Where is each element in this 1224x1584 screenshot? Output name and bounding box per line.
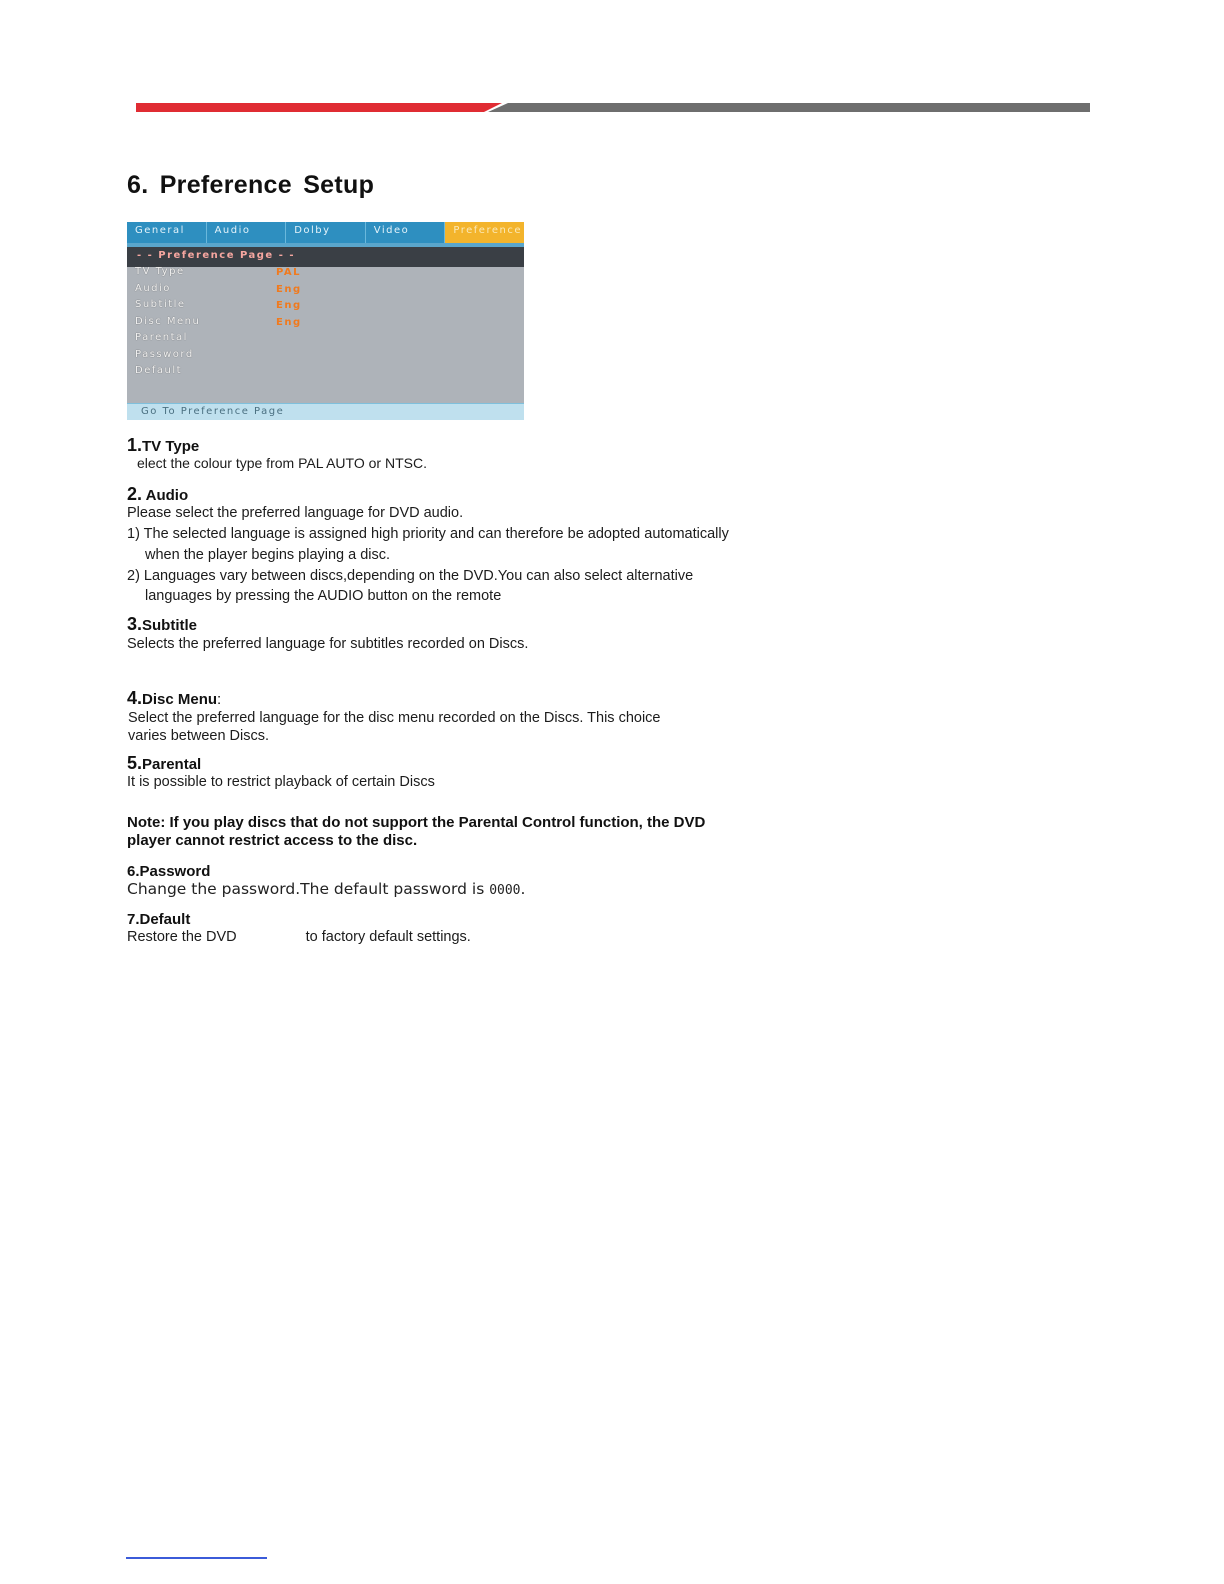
footer-rule: [126, 1557, 267, 1559]
section-title-text: TV Type: [142, 438, 200, 455]
section-number: 1.: [127, 435, 143, 455]
osd-footer-text: Go To Preference Page: [141, 406, 285, 417]
osd-row-value: Eng: [276, 283, 302, 295]
section-number: 4.: [127, 688, 143, 708]
section-title-text: Disc Menu: [142, 691, 218, 708]
header-bar-red-segment: [136, 103, 502, 112]
osd-row-audio: [135, 283, 515, 300]
section-title-colon: :: [217, 691, 222, 708]
disc-menu-line-1: Select the preferred language for the disc menu recorded on the Discs. This choice: [128, 710, 661, 726]
note-text: : If you play discs that do not support the Parental Control function, the DVD: [160, 814, 706, 831]
osd-row-disc-menu: [135, 316, 515, 333]
section-number: 3.: [127, 614, 143, 634]
section-title-parental: [127, 753, 201, 774]
page-title: 6. Preference Setup: [127, 171, 375, 199]
header-decor-bar: [136, 103, 1090, 112]
osd-row-default: [135, 365, 515, 382]
osd-row-value: PAL: [276, 267, 302, 278]
parental-description: It is possible to restrict playback of certain Discs: [127, 774, 435, 790]
osd-row-label: Subtitle: [135, 299, 186, 310]
section-title-default: 7.Default: [127, 911, 191, 928]
osd-row-label: TV Type: [135, 266, 185, 277]
osd-page-title: - - Preference Page - -: [137, 250, 295, 261]
audio-item-1-line-2: when the player begins playing a disc.: [145, 547, 391, 563]
section-title-password: 6.Password: [127, 863, 211, 880]
default-description: [127, 929, 471, 945]
section-title-audio: [127, 484, 188, 505]
section-title-disc-menu: [127, 688, 221, 709]
osd-row-value: Eng: [276, 316, 302, 328]
tv-type-description: elect the colour type from PAL AUTO or NTSC.: [137, 455, 427, 471]
subtitle-description: Selects the preferred language for subtitles recorded on Discs.: [127, 636, 529, 652]
password-description: [127, 880, 525, 898]
section-title-tv-type: [127, 435, 199, 456]
note-label: Note: [127, 814, 161, 831]
section-title-subtitle: [127, 614, 197, 635]
osd-tab-dolby: Dolby: [286, 222, 366, 243]
osd-row-tv-type: [135, 266, 515, 283]
osd-row-label: Parental: [135, 332, 188, 343]
section-number: 2.: [127, 484, 143, 504]
osd-page-header: [127, 247, 524, 267]
default-text-a: Restore the DVD: [127, 929, 237, 945]
osd-row-label: Disc Menu: [135, 315, 201, 327]
osd-tab-video: Video: [366, 222, 446, 243]
osd-row-subtitle: [135, 299, 515, 316]
osd-menu-list: [135, 266, 515, 382]
osd-tab-bar: [127, 222, 524, 243]
default-text-b: to factory default settings.: [305, 929, 471, 945]
osd-footer-bar: [127, 403, 524, 420]
note-line-1: [127, 814, 705, 831]
password-end: .: [520, 880, 526, 898]
osd-row-password: [135, 349, 515, 366]
preference-menu-screenshot: [127, 222, 524, 420]
section-number: 5.: [127, 753, 143, 773]
disc-menu-line-2: varies between Discs.: [128, 728, 270, 744]
section-title-text: Audio: [145, 487, 189, 504]
note-line-2: player cannot restrict access to the disc.: [127, 832, 418, 849]
header-bar-gray-segment: [488, 103, 1090, 112]
password-text: Change the password.The default password is: [127, 880, 490, 898]
osd-row-label: Default: [135, 365, 183, 376]
audio-item-1-line-1: 1) The selected language is assigned high priority and can therefore be adopted automatically: [127, 526, 729, 542]
osd-tab-general: General: [127, 222, 207, 243]
section-title-text: Parental: [142, 756, 202, 773]
section-title-text: Subtitle: [142, 617, 198, 634]
osd-row-label: Password: [135, 348, 194, 360]
osd-row-label: Audio: [135, 282, 171, 294]
audio-item-2-line-2: languages by pressing the AUDIO button on the remote: [145, 588, 502, 604]
osd-row-parental: [135, 332, 515, 349]
osd-tab-audio: Audio: [207, 222, 287, 243]
osd-tab-preference: Preference: [445, 222, 524, 243]
audio-intro: Please select the preferred language for DVD audio.: [127, 505, 464, 521]
osd-row-value: Eng: [276, 300, 302, 311]
audio-item-2-line-1: 2) Languages vary between discs,depending on the DVD.You can also select alternative: [127, 568, 694, 584]
default-password-code: 0000: [489, 883, 521, 898]
